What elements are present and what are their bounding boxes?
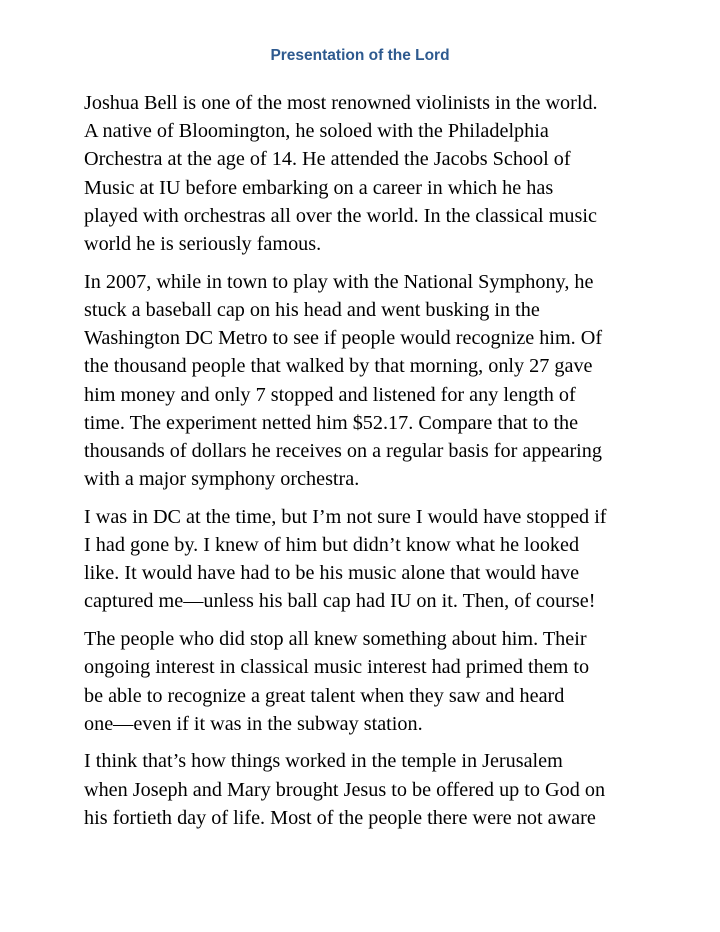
text-line: world he is seriously famous.	[84, 233, 322, 256]
text-line: captured me—unless his ball cap had IU on it. Then, of course!	[84, 590, 596, 613]
text-line: the thousand people that walked by that morning, only 27 gave	[84, 355, 593, 378]
text-line: played with orchestras all over the world. In the classical music	[84, 204, 597, 227]
text-line: time. The experiment netted him $52.17. Compare that to the	[84, 411, 579, 434]
text-line: In 2007, while in town to play with the National Symphony, he	[84, 270, 594, 293]
text-line: A native of Bloomington, he soloed with the Philadelphia	[84, 120, 549, 143]
text-line: The people who did stop all knew something about him. Their	[84, 628, 587, 651]
text-line: stuck a baseball cap on his head and went busking in the	[84, 298, 540, 321]
text-line: him money and only 7 stopped and listened for any length of	[84, 383, 576, 406]
paragraph	[84, 268, 644, 494]
text-line: I had gone by. I knew of him but didn’t know what he looked	[84, 534, 580, 557]
text-line: with a major symphony orchestra.	[84, 468, 360, 491]
text-line: thousands of dollars he receives on a regular basis for appearing	[84, 439, 602, 462]
text-line: ongoing interest in classical music interest had primed them to	[84, 656, 590, 679]
text-line: Washington DC Metro to see if people would recognize him. Of	[84, 327, 603, 350]
text-line: I was in DC at the time, but I’m not sure I would have stopped if	[84, 505, 607, 528]
text-line: Joshua Bell is one of the most renowned violinists in the world.	[84, 92, 598, 114]
paragraph	[84, 625, 644, 738]
text-line: be able to recognize a great talent when they saw and heard	[84, 684, 565, 707]
text-line: Orchestra at the age of 14. He attended the Jacobs School of	[84, 148, 571, 171]
text-line: like. It would have had to be his music alone that would have	[84, 562, 580, 585]
text-line: one—even if it was in the subway station.	[84, 712, 423, 735]
text-line: when Joseph and Mary brought Jesus to be offered up to God on	[84, 778, 606, 801]
text-line: I think that’s how things worked in the temple in Jerusalem	[84, 750, 563, 773]
text-line: his fortieth day of life. Most of the people there were not aware	[84, 806, 596, 829]
text-line: Music at IU before embarking on a career in which he has	[84, 176, 554, 199]
document-body	[84, 89, 644, 842]
document-title: Presentation of the Lord	[270, 47, 450, 64]
paragraph	[84, 747, 644, 832]
paragraph	[84, 89, 644, 258]
paragraph	[84, 503, 644, 616]
